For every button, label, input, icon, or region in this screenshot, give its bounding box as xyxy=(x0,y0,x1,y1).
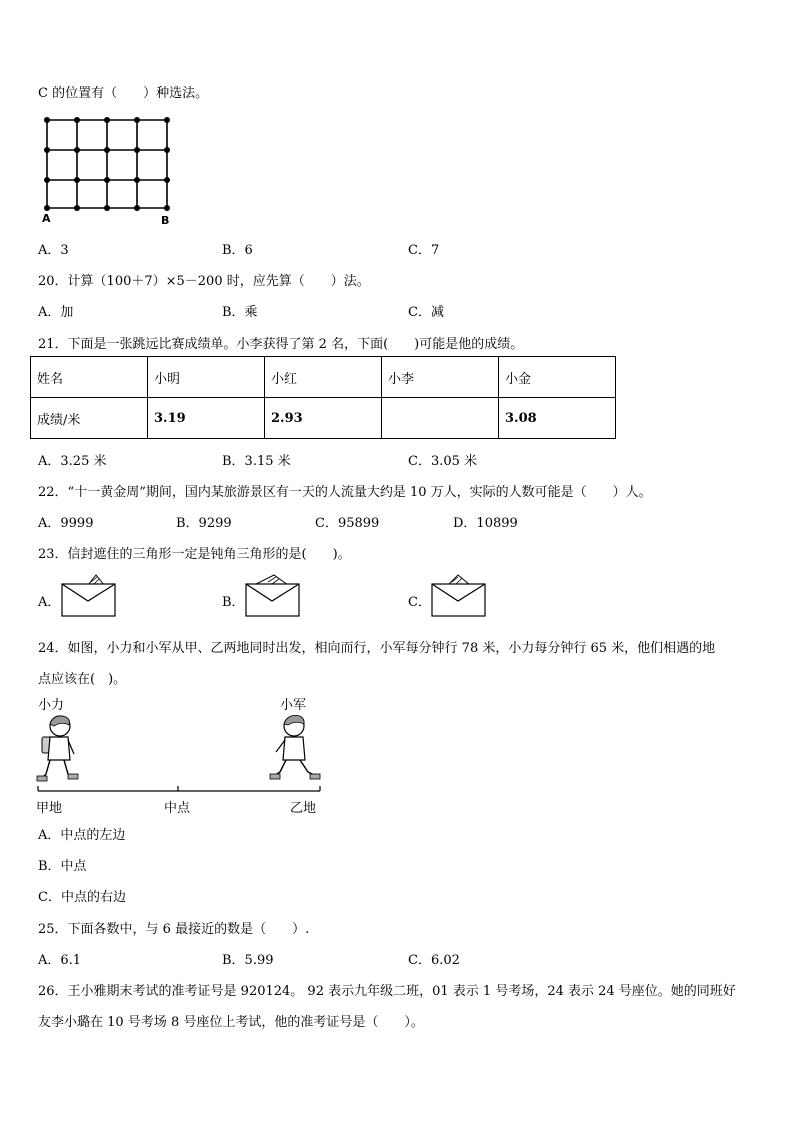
q20-option-b: B．乘 xyxy=(222,305,258,320)
q21-option-c: C．3.05 米 xyxy=(408,454,478,469)
q22-option-b: B．9299 xyxy=(176,516,232,531)
table-cell xyxy=(382,398,499,439)
q23-text: 23．信封遮住的三角形一定是钝角三角形的是( )。 xyxy=(38,547,351,562)
q24-option-a: A．中点的左边 xyxy=(38,828,126,843)
q23-option-c: C． xyxy=(408,595,431,610)
q19-text: C 的位置有（ ）种选法。 xyxy=(38,86,209,101)
q24-text-line1: 24．如图，小力和小军从甲、乙两地同时出发，相向而行，小军每分钟行 78 米，小力每分钟行 65 米，他们相遇的地 xyxy=(38,641,716,656)
table-cell: 小明 xyxy=(148,357,265,398)
q23-option-b: B． xyxy=(222,595,245,610)
q19-option-c: C．7 xyxy=(408,243,440,258)
q20-option-c: C．减 xyxy=(408,305,444,320)
q22-option-a: A．9999 xyxy=(38,516,94,531)
distance-line-figure xyxy=(30,784,330,798)
q19-option-a: A．3 xyxy=(38,243,69,258)
q19-grid-figure xyxy=(40,112,180,227)
q22-option-c: C．95899 xyxy=(315,516,380,531)
envelope-triangle-c-figure xyxy=(430,573,488,619)
table-cell: 小金 xyxy=(499,357,616,398)
table-cell: 3.08 xyxy=(499,398,616,439)
q25-option-b: B．5.99 xyxy=(222,953,274,968)
envelope-triangle-b-figure xyxy=(244,573,302,619)
grid-label-a: A xyxy=(42,212,51,225)
table-cell: 姓名 xyxy=(31,357,148,398)
q20-option-a: A．加 xyxy=(38,305,74,320)
name-label-xiaoli: 小力 xyxy=(38,698,65,713)
q21-score-table xyxy=(30,356,616,439)
q22-text: 22．“十一黄金周”期间，国内某旅游景区有一天的人流量大约是 10 万人，实际的人数可能是（ ）人。 xyxy=(38,485,652,500)
q20-text: 20．计算（100＋7）×5－200 时，应先算（ ）法。 xyxy=(38,274,370,289)
q24-option-b: B．中点 xyxy=(38,859,87,874)
table-cell: 小红 xyxy=(265,357,382,398)
label-midpoint: 中点 xyxy=(164,801,191,816)
q26-text-line2: 友李小璐在 10 号考场 8 号座位上考试，他的准考证号是（ ）。 xyxy=(38,1015,424,1030)
envelope-triangle-a-figure xyxy=(60,573,118,619)
walking-boy-right-figure xyxy=(270,712,322,784)
label-yidi: 乙地 xyxy=(290,801,317,816)
label-jiadi: 甲地 xyxy=(36,801,63,816)
q24-text-line2: 点应该在( )。 xyxy=(38,672,127,687)
table-row xyxy=(31,398,616,439)
walking-boy-left-figure xyxy=(34,712,84,784)
table-cell: 小李 xyxy=(382,357,499,398)
grid-label-b: B xyxy=(161,214,170,227)
q21-option-a: A．3.25 米 xyxy=(38,454,107,469)
table-cell: 3.19 xyxy=(148,398,265,439)
q25-text: 25．下面各数中，与 6 最接近的数是（ ）. xyxy=(38,922,310,937)
q26-text-line1: 26．王小雅期末考试的准考证号是 920124。 92 表示九年级二班，01 表示 1 号考场，24 表示 24 号座位。她的同班好 xyxy=(38,984,736,999)
table-cell: 2.93 xyxy=(265,398,382,439)
q21-text: 21．下面是一张跳远比赛成绩单。小李获得了第 2 名，下面( )可能是他的成绩。 xyxy=(38,337,524,352)
q23-option-a: A． xyxy=(38,595,61,610)
table-cell: 成绩/米 xyxy=(31,398,148,439)
q24-option-c: C．中点的右边 xyxy=(38,890,126,905)
q25-option-a: A．6.1 xyxy=(38,953,82,968)
q21-option-b: B．3.15 米 xyxy=(222,454,291,469)
q22-option-d: D．10899 xyxy=(453,516,518,531)
name-label-xiaojun: 小军 xyxy=(280,698,307,713)
q19-option-b: B．6 xyxy=(222,243,253,258)
table-row xyxy=(31,357,616,398)
q25-option-c: C．6.02 xyxy=(408,953,460,968)
